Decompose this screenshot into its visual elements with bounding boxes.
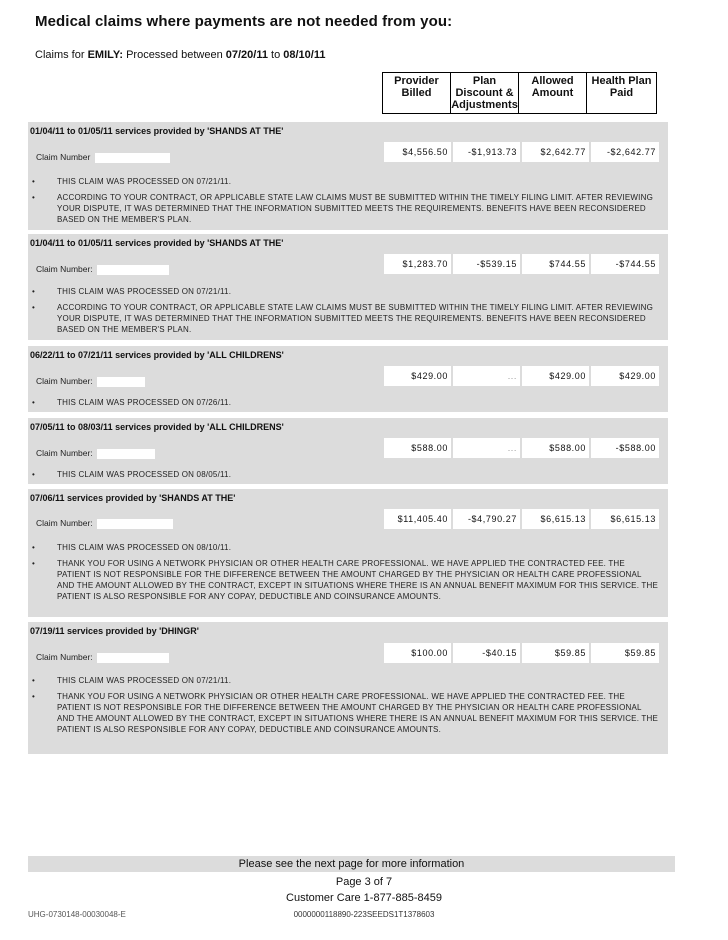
allowed-amount: $6,615.13 (522, 509, 589, 529)
start-date: 07/20/11 (225, 49, 268, 61)
allowed-amount: $588.00 (522, 438, 589, 458)
plan-discount-amount: ... (453, 366, 520, 386)
plan-discount-amount: -$539.15 (453, 254, 520, 274)
col-header-plan-discount: Plan Discount & Adjustments (450, 72, 519, 114)
allowed-amount: $2,642.77 (522, 142, 589, 162)
health-plan-paid-amount: -$744.55 (591, 254, 659, 274)
barcode-number: 0000000118890-223SEEDS1T1378603 (293, 910, 435, 919)
claim-number: Claim Number: (36, 518, 173, 529)
claim-note: • THIS CLAIM WAS PROCESSED ON 07/21/11. (32, 177, 232, 186)
allowed-amount: $429.00 (522, 366, 589, 386)
col-header-allowed-amount: Allowed Amount (518, 72, 587, 114)
claim-note: • THIS CLAIM WAS PROCESSED ON 07/26/11. (32, 398, 232, 407)
claim-note: • ACCORDING TO YOUR CONTRACT, OR APPLICABLE STATE LAW CLAIMS MUST BE SUBMITTED WITHIN THE TIMELY FILING LIMIT. AFTER REVIEWING YOUR DISPUTE, IT WAS DETERMINED THAT THE INFORMATION SUBMITTED MEETS THE REQUIREMENTS. BENEFITS HAVE BEEN RECONSIDERED BASED ON THE MEMBER'S PLAN. (32, 303, 653, 334)
claim-note: • THIS CLAIM WAS PROCESSED ON 08/10/11. (32, 543, 232, 552)
redaction (97, 265, 169, 275)
subtitle-to-label: to (267, 49, 284, 61)
redaction (97, 519, 173, 529)
health-plan-paid-amount: $6,615.13 (591, 509, 659, 529)
plan-discount-amount: -$4,790.27 (453, 509, 520, 529)
claim-block (28, 622, 668, 754)
claims-subtitle (35, 49, 325, 61)
redaction (97, 377, 145, 387)
claim-number: Claim Number (36, 152, 170, 163)
provider-billed-amount: $100.00 (384, 643, 451, 663)
claim-note: • THANK YOU FOR USING A NETWORK PHYSICIAN OR OTHER HEALTH CARE PROFESSIONAL. WE HAVE APPLIED THE CONTRACTED FEE. THE PATIENT IS NOT RESPONSIBLE FOR THE DIFFERENCE BETWEEN THE AMOUNT CHARGED BY THE PHYSICIAN OR HEALTH CARE PROFESSIONAL AND THE AMOUNT ALLOWED BY THE CONTRACT, EXCEPT IN SITUATIONS WHERE THERE IS AN ANNUAL BENEFIT MAXIMUM FOR THIS SERVICE. THE PATIENT IS ALSO RESPONSIBLE FOR ANY COPAY, DEDUCTIBLE AND COINSURANCE AMOUNTS. (32, 559, 659, 601)
provider-billed-amount: $4,556.50 (384, 142, 451, 162)
plan-discount-amount: ... (453, 438, 520, 458)
claim-note: • ACCORDING TO YOUR CONTRACT, OR APPLICABLE STATE LAW CLAIMS MUST BE SUBMITTED WITHIN THE TIMELY FILING LIMIT. AFTER REVIEWING YOUR DISPUTE, IT WAS DETERMINED THAT THE INFORMATION SUBMITTED MEETS THE REQUIREMENTS. BENEFITS HAVE BEEN RECONSIDERED BASED ON THE MEMBER'S PLAN. (32, 193, 653, 224)
subtitle-processed-label: Processed between (123, 49, 226, 61)
provider-billed-amount: $429.00 (384, 366, 451, 386)
redaction (95, 153, 170, 163)
claim-header: 01/04/11 to 01/05/11 services provided by 'SHANDS AT THE' (30, 238, 284, 248)
redaction (97, 653, 169, 663)
allowed-amount: $59.85 (522, 643, 589, 663)
claim-block (28, 418, 668, 484)
provider-billed-amount: $1,283.70 (384, 254, 451, 274)
next-page-banner: Please see the next page for more information (28, 856, 675, 872)
subtitle-prefix: Claims for (35, 49, 88, 61)
member-name: EMILY: (87, 49, 124, 61)
provider-billed-amount: $11,405.40 (384, 509, 451, 529)
plan-discount-amount: -$1,913.73 (453, 142, 520, 162)
page-number: Page 3 of 7 (335, 876, 393, 888)
claim-header: 07/06/11 services provided by 'SHANDS AT THE' (30, 493, 236, 503)
allowed-amount: $744.55 (522, 254, 589, 274)
claim-number: Claim Number: (36, 376, 145, 387)
claim-note: • THIS CLAIM WAS PROCESSED ON 07/21/11. (32, 676, 232, 685)
claim-header: 07/05/11 to 08/03/11 services provided by 'ALL CHILDRENS' (30, 422, 284, 432)
claim-header: 01/04/11 to 01/05/11 services provided by 'SHANDS AT THE' (30, 126, 284, 136)
health-plan-paid-amount: -$2,642.77 (591, 142, 659, 162)
claim-note: • THIS CLAIM WAS PROCESSED ON 07/21/11. (32, 287, 232, 296)
provider-billed-amount: $588.00 (384, 438, 451, 458)
claim-block (28, 489, 668, 617)
claim-header: 07/19/11 services provided by 'DHINGR' (30, 626, 199, 636)
claim-note: • THANK YOU FOR USING A NETWORK PHYSICIAN OR OTHER HEALTH CARE PROFESSIONAL. WE HAVE APPLIED THE CONTRACTED FEE. THE PATIENT IS NOT RESPONSIBLE FOR THE DIFFERENCE BETWEEN THE AMOUNT CHARGED BY THE PHYSICIAN OR HEALTH CARE PROFESSIONAL AND THE AMOUNT ALLOWED BY THE CONTRACT, EXCEPT IN SITUATIONS WHERE THERE IS AN ANNUAL BENEFIT MAXIMUM FOR THIS SERVICE. THE PATIENT IS ALSO RESPONSIBLE FOR ANY COPAY, DEDUCTIBLE AND COINSURANCE AMOUNTS. (32, 692, 659, 734)
customer-care-phone: Customer Care 1-877-885-8459 (286, 892, 442, 904)
claim-block (28, 346, 668, 412)
plan-discount-amount: -$40.15 (453, 643, 520, 663)
health-plan-paid-amount: $429.00 (591, 366, 659, 386)
document-id: UHG-0730148-00030048-E (28, 910, 126, 919)
col-header-provider-billed: Provider Billed (382, 72, 451, 114)
claim-block (28, 234, 668, 340)
health-plan-paid-amount: $59.85 (591, 643, 659, 663)
end-date: 08/10/11 (283, 49, 326, 61)
claim-number: Claim Number: (36, 264, 169, 275)
redaction (97, 449, 155, 459)
health-plan-paid-amount: -$588.00 (591, 438, 659, 458)
claim-number: Claim Number: (36, 652, 169, 663)
claim-note: • THIS CLAIM WAS PROCESSED ON 08/05/11. (32, 470, 232, 479)
claim-number: Claim Number: (36, 448, 155, 459)
col-header-health-plan-paid: Health Plan Paid (586, 72, 657, 114)
page-title: Medical claims where payments are not needed from you: (35, 13, 453, 30)
claim-header: 06/22/11 to 07/21/11 services provided by 'ALL CHILDRENS' (30, 350, 284, 360)
claim-block (28, 122, 668, 230)
